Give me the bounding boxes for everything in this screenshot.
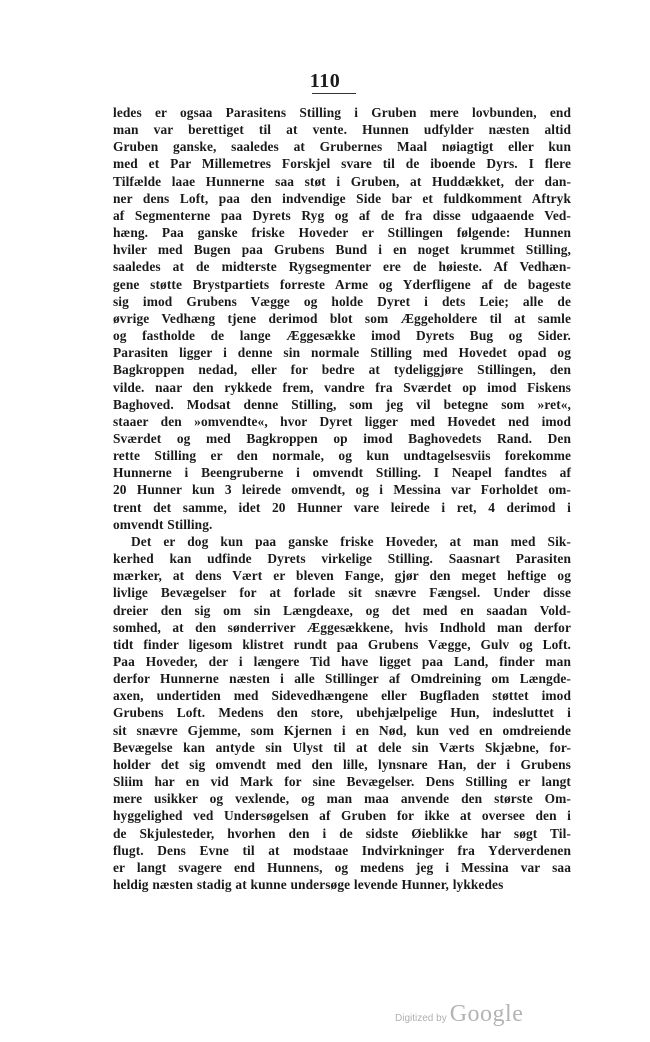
text-line: omvendt Stilling. (113, 516, 213, 532)
text-line: Tilfælde laae Hunnerne saa støt i Gruben, at Huddækket, der dan- (113, 173, 571, 189)
text-line: trent det samme, idet 20 Hunner vare leirede i ret, 4 derimod i (113, 499, 571, 515)
text-line: kerhed kan udfinde Dyrets virkelige Stilling. Saasnart Parasiten (113, 551, 571, 567)
text-line: axen, undertiden med Sidevedhængene eller Bugfladen støttet imod (113, 688, 571, 704)
text-line: Sværdet og med Bagkroppen op imod Baghovedets Rand. Den (113, 430, 571, 446)
text-line: ledes er ogsaa Parasitens Stilling i Gruben mere lovbunden, end (113, 105, 571, 120)
text-line: Grubens Loft. Medens den store, ubehjælpelige Hun, indesluttet i (113, 705, 571, 721)
text-line: saaledes at de midterste Rygsegmenter ere de høieste. Af Vedhæn- (113, 259, 571, 275)
digitized-by-label: Digitized by (395, 1013, 447, 1024)
text-line: Bevægelse kan antyde sin Ulyst til at dele sin Værts Skjæbne, for- (113, 739, 571, 755)
text-line: hyggelighed ved Undersøgelsen af Gruben for ikke at oversee den i (113, 808, 571, 824)
text-line: Gruben ganske, saaledes at Grubernes Maal nøiagtigt eller kun (113, 139, 571, 155)
text-line: sit snævre Gjemme, som Kjernen i en Nød, kun ved en omdreiende (113, 722, 571, 738)
text-line: heldig næsten stadig at kunne undersøge levende Hunner, lykkedes (113, 877, 504, 893)
page-number: 110 (309, 70, 341, 92)
text-line: med et Par Millemetres Forskjel svare til de iboende Dyrs. I flere (113, 156, 571, 172)
text-line: 20 Hunner kun 3 leirede omvendt, og i Messina var Forholdet om- (113, 482, 571, 498)
body-text (113, 104, 571, 893)
text-line: de Skjulesteder, hvorhen den i de sidste Øieblikke har søgt Til- (113, 825, 571, 841)
text-line: livlige Bevægelser for at forlade sit snævre Fængsel. Under disse (113, 585, 571, 601)
text-line: hæng. Paa ganske friske Hoveder er Stillingen følgende: Hunnen (113, 225, 571, 241)
text-line: Hunnerne i Beengruberne i omvendt Stilling. I Neapel fandtes af (113, 465, 571, 481)
text-line: mere usikker og vexlende, og man maa anvende den største Om- (113, 791, 571, 807)
text-line: Sliim har en vid Mark for sine Bevægelser. Dens Stilling er langt (113, 774, 571, 790)
text-line: hviler med Bugen paa Grubens Bund i en noget krummet Stilling, (113, 242, 571, 258)
text-line: derfor Hunnerne næsten i alle Stillinger af Omdreining om Længde- (113, 671, 571, 687)
text-line: rette Stilling er den normale, og kun undtagelsesviis forekomme (113, 448, 571, 464)
google-logo: Google (449, 1001, 524, 1027)
text-line: sig imod Grubens Vægge og holde Dyret i dets Leie; alle de (113, 293, 571, 309)
text-line: er langt svagere end Hunnens, og medens jeg i Messina var saa (113, 859, 571, 875)
text-line: øvrige Vedhæng tjene derimod blot som Æggeholdere til at samle (113, 310, 571, 326)
text-line: Det er dog kun paa ganske friske Hoveder, at man med Sik- (131, 533, 571, 549)
text-line: staaer den »omvendte«, hvor Dyret ligger med Hovedet ned imod (113, 413, 571, 429)
text-line: Parasiten ligger i denne sin normale Stilling med Hovedet opad og (113, 345, 571, 361)
text-line: man var berettiget til at vente. Hunnen udfylder næsten altid (113, 122, 571, 138)
page-number-rule (312, 93, 356, 94)
text-line: holder det sig omvendt med den lille, lynsnare Han, der i Grubens (113, 756, 571, 772)
text-line: gene støtte Brystpartiets forreste Arme og Yderfligene af de bageste (113, 276, 571, 292)
text-line: ner dens Loft, paa den indvendige Side bar et fuldkomment Aftryk (113, 190, 571, 206)
text-line: Paa Hoveder, der i længere Tid have ligget paa Land, finder man (113, 654, 571, 669)
text-line: tidt finder ligesom klistret rundt paa Grubens Vægge, Gulv og Loft. (113, 636, 571, 652)
text-line: Baghoved. Modsat denne Stilling, som jeg vil betegne som »ret«, (113, 396, 571, 412)
text-line: og fastholde de lange Æggesække imod Dyrets Bug og Sider. (113, 328, 571, 344)
text-line: af Segmenterne paa Dyrets Ryg og af de fra disse udgaaende Ved- (113, 207, 571, 223)
text-line: flugt. Dens Evne til at modstaae Indvirkninger fra Yderverdenen (113, 842, 571, 858)
text-line: dreier den sig om sin Længdeaxe, og det med en saadan Vold- (113, 602, 571, 618)
text-line: mærker, at dens Vært er bleven Fange, gjør den meget heftige og (113, 568, 571, 584)
text-line: somhed, at den sønderriver Æggesækkene, hvis Indhold man derfor (113, 619, 571, 635)
digitization-footer (395, 998, 523, 1028)
text-line: Bagkroppen nedad, eller for bedre at tydeliggjøre Stillingen, den (113, 362, 571, 378)
text-line: vilde. naar den rykkede frem, vandre fra Sværdet op imod Fiskens (113, 379, 571, 395)
